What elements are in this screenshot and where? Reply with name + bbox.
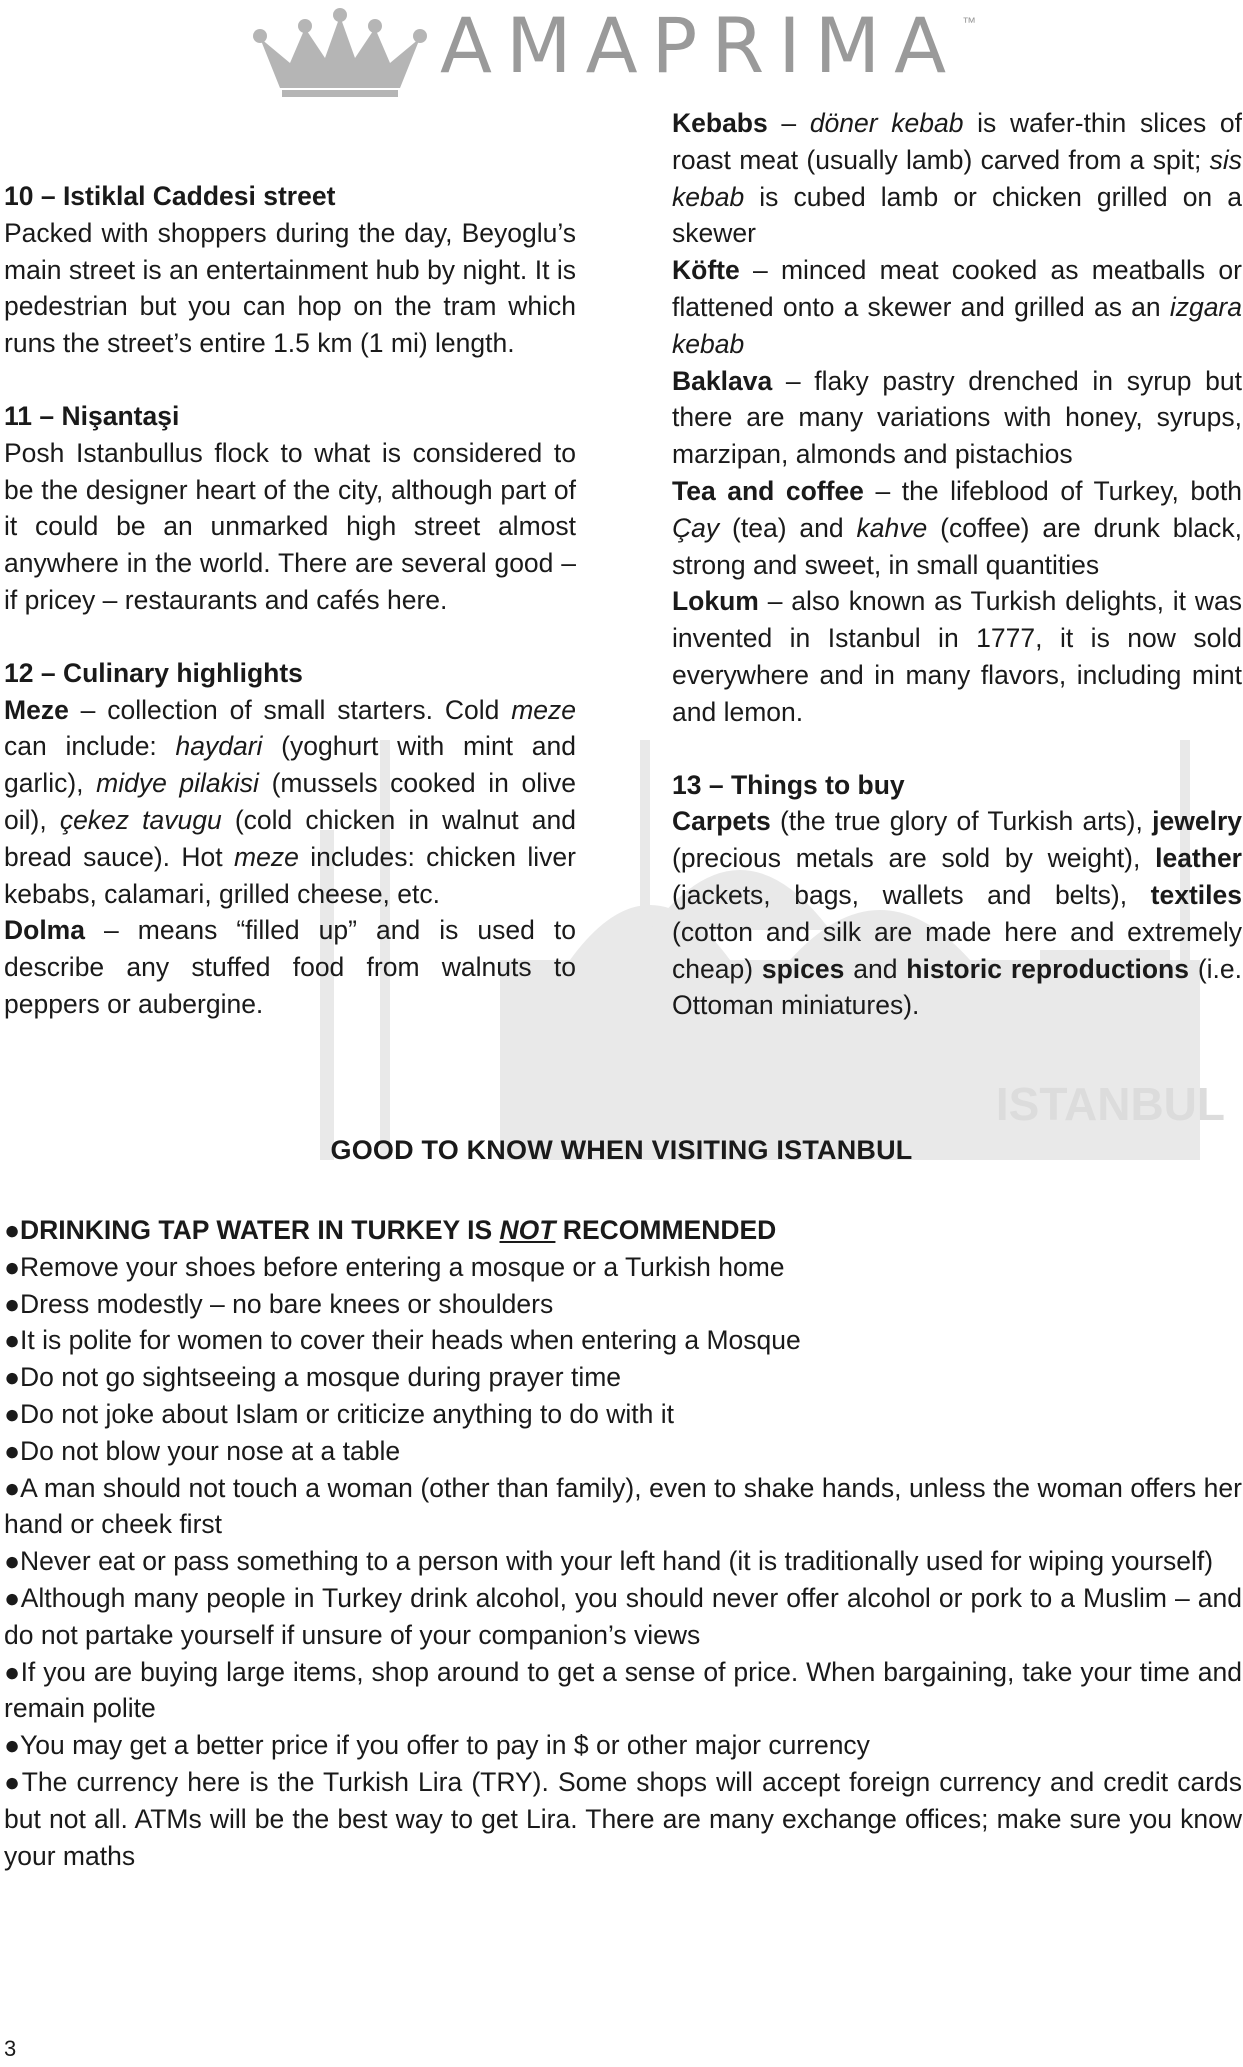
text: (precious metals are sold by weight), — [672, 843, 1156, 874]
text: is wafer-thin slices of roast meat (usually lamb) carved from a spit; — [672, 108, 1242, 175]
section-title: 11 – Nişantaşi — [4, 400, 180, 431]
text: – — [767, 108, 810, 138]
term: textiles — [1150, 879, 1242, 910]
italic-term: midye pilakisi — [96, 768, 259, 799]
section-title: 10 – Istiklal Caddesi street — [4, 181, 336, 211]
brand-header — [250, 0, 1000, 110]
text: – means “filled up” and is used to describe any stuffed food from walnuts to peppers or aubergine. — [4, 915, 576, 1019]
text: (coffee) are drunk black, strong and sweet, in small quantities — [672, 512, 1242, 580]
lokum-paragraph — [672, 583, 1242, 730]
bullet-icon: ● — [4, 1325, 21, 1356]
list-item — [4, 1212, 1242, 1249]
text: includes: chicken liver kebabs, calamari, grilled cheese, etc. — [4, 841, 576, 909]
term: Kebabs — [672, 108, 768, 138]
term: leather — [1155, 843, 1242, 874]
left-column — [4, 178, 576, 1059]
term: jewelry — [1152, 806, 1242, 837]
term: spices — [761, 953, 845, 984]
term: Tea and coffee — [672, 475, 864, 506]
bullet-icon: ● — [4, 1472, 21, 1503]
term: Baklava — [672, 365, 773, 396]
baklava-paragraph — [672, 363, 1242, 473]
italic-term: izgara kebab — [672, 291, 1242, 359]
text: – minced meat cooked as meatballs or flattened onto a skewer and grilled as an — [672, 255, 1242, 322]
page-number: 3 — [4, 2036, 17, 2061]
list-item — [4, 1249, 1242, 1286]
list-item — [4, 1396, 1242, 1433]
text: A man should not touch a woman (other than family), even to shake hands, unless the woman offers her hand or cheek first — [4, 1472, 1242, 1540]
list-item — [4, 1322, 1242, 1359]
text: Remove your shoes before entering a mosque or a Turkish home — [20, 1251, 785, 1282]
text: Do not blow your nose at a table — [20, 1435, 401, 1466]
text: The currency here is the Turkish Lira (TRY). Some shops will accept foreign currency and credit cards but not all. ATMs will be the best way to get Lira. There are many exchange offices; make sure you know your maths — [4, 1766, 1242, 1871]
text: (jackets, bags, wallets and belts), — [672, 879, 1151, 910]
text: – flaky pastry drenched in syrup but there are many variations with honey, syrups, marzipan, almonds and pistachios — [672, 365, 1242, 470]
bullet-icon: ● — [4, 1656, 21, 1687]
italic-term: meze — [511, 694, 576, 725]
section-body: Packed with shoppers during the day, Beyoglu’s main street is an entertainment hub by night. It is pedestrian but you can hop on the tram which runs the street’s entire 1.5 km (1 mi) length. — [4, 217, 576, 359]
watermark-label: ISTANBUL — [995, 1078, 1225, 1130]
section-nisantasi — [4, 398, 576, 619]
bullet-icon: ● — [4, 1251, 21, 1282]
text: (i.e. Ottoman miniatures). — [672, 953, 1242, 1021]
kebabs-paragraph — [672, 105, 1242, 252]
text: (cold chicken in walnut and bread sauce). Hot — [4, 804, 576, 872]
italic-term: Çay — [672, 512, 720, 543]
list-item — [4, 1580, 1242, 1654]
term: Carpets — [672, 806, 771, 837]
italic-term: çekez tavugu — [59, 804, 222, 835]
italic-term: döner kebab — [809, 108, 964, 138]
dolma-paragraph — [4, 912, 576, 1022]
section-body: Posh Istanbullus flock to what is considered to be the designer heart of the city, although part of it could be an unmarked high street almost anywhere in the world. There are several good – if pricey – restaurants and cafés here. — [4, 437, 576, 615]
italic-term: meze — [234, 841, 299, 872]
text: (mussels cooked in olive oil), — [4, 768, 576, 835]
text: Although many people in Turkey drink alcohol, you should never offer alcohol or pork to a Muslim – and do not partake yourself if unsure of your companion’s views — [4, 1582, 1242, 1650]
list-item — [4, 1286, 1242, 1323]
good-to-know-title: GOOD TO KNOW WHEN VISITING ISTANBUL — [330, 1135, 913, 1165]
trademark-symbol: ™ — [962, 14, 976, 30]
bullet-icon: ● — [4, 1398, 21, 1429]
term: Lokum — [672, 586, 759, 617]
bullet-icon: ● — [4, 1766, 22, 1797]
list-item — [4, 1543, 1242, 1580]
text: (cotton and silk are made here and extremely cheap) — [672, 916, 1242, 984]
right-column — [672, 105, 1242, 1060]
crown-logo-icon — [250, 8, 430, 98]
section-body — [672, 803, 1242, 1024]
text: (tea) and — [719, 512, 857, 543]
list-item — [4, 1654, 1242, 1728]
term: Köfte — [672, 255, 740, 286]
italic-term: kahve — [856, 512, 928, 543]
bullet-icon: ● — [4, 1582, 21, 1613]
text: Dress modestly – no bare knees or shoulders — [20, 1288, 554, 1319]
text: If you are buying large items, shop around to get a sense of price. When bargaining, take your time and remain polite — [4, 1656, 1242, 1724]
bullet-icon: ● — [4, 1288, 21, 1319]
list-item — [4, 1764, 1242, 1874]
term: Meze — [4, 694, 69, 725]
text: You may get a better price if you offer to pay in $ or other major currency — [20, 1730, 870, 1761]
italic-term: sis kebab — [672, 144, 1242, 212]
text: RECOMMENDED — [555, 1215, 777, 1245]
kofte-paragraph — [672, 252, 1242, 362]
brand-name: AMAPRIMA — [440, 1, 961, 90]
term: historic reproductions — [906, 953, 1189, 984]
list-item — [4, 1359, 1242, 1396]
text: – also known as Turkish delights, it was invented in Istanbul in 1777, it is now sold everywhere and in many flavors, including mint and lemon. — [672, 586, 1242, 727]
meze-paragraph — [4, 692, 576, 913]
section-istiklal — [4, 178, 576, 362]
italic-term: haydari — [175, 731, 263, 762]
bullet-icon: ● — [4, 1215, 21, 1245]
text: Do not go sightseeing a mosque during prayer time — [20, 1362, 622, 1393]
text: It is polite for women to cover their heads when entering a Mosque — [20, 1325, 801, 1356]
text: Do not joke about Islam or criticize anything to do with it — [20, 1398, 675, 1429]
text: – collection of small starters. Cold — [68, 694, 512, 725]
section-title: 13 – Things to buy — [672, 769, 905, 800]
emphasis-not: NOT — [499, 1215, 556, 1245]
bullet-icon: ● — [4, 1362, 21, 1393]
list-item — [4, 1727, 1242, 1764]
text: can include: — [4, 731, 176, 762]
tea-coffee-paragraph — [672, 473, 1242, 583]
text: – the lifeblood of Turkey, both — [863, 475, 1242, 506]
list-item — [4, 1470, 1242, 1544]
section-things-to-buy — [672, 767, 1242, 1025]
text: is cubed lamb or chicken grilled on a skewer — [672, 181, 1242, 249]
text: Never eat or pass something to a person with your left hand (it is traditionally used for wiping yourself) — [20, 1546, 1214, 1577]
bullet-icon: ● — [4, 1435, 21, 1466]
text: DRINKING TAP WATER IN TURKEY IS — [20, 1215, 500, 1245]
text: (the true glory of Turkish arts), — [770, 806, 1153, 837]
good-to-know-list — [4, 1212, 1242, 1874]
bullet-icon: ● — [4, 1730, 21, 1761]
culinary-continued — [672, 105, 1242, 731]
section-title: 12 – Culinary highlights — [4, 657, 303, 688]
list-item — [4, 1433, 1242, 1470]
text: (yoghurt with mint and garlic), — [4, 731, 576, 799]
bullet-icon: ● — [4, 1546, 21, 1577]
text: and — [844, 953, 907, 984]
term: Dolma — [4, 915, 85, 946]
section-culinary — [4, 655, 576, 1023]
